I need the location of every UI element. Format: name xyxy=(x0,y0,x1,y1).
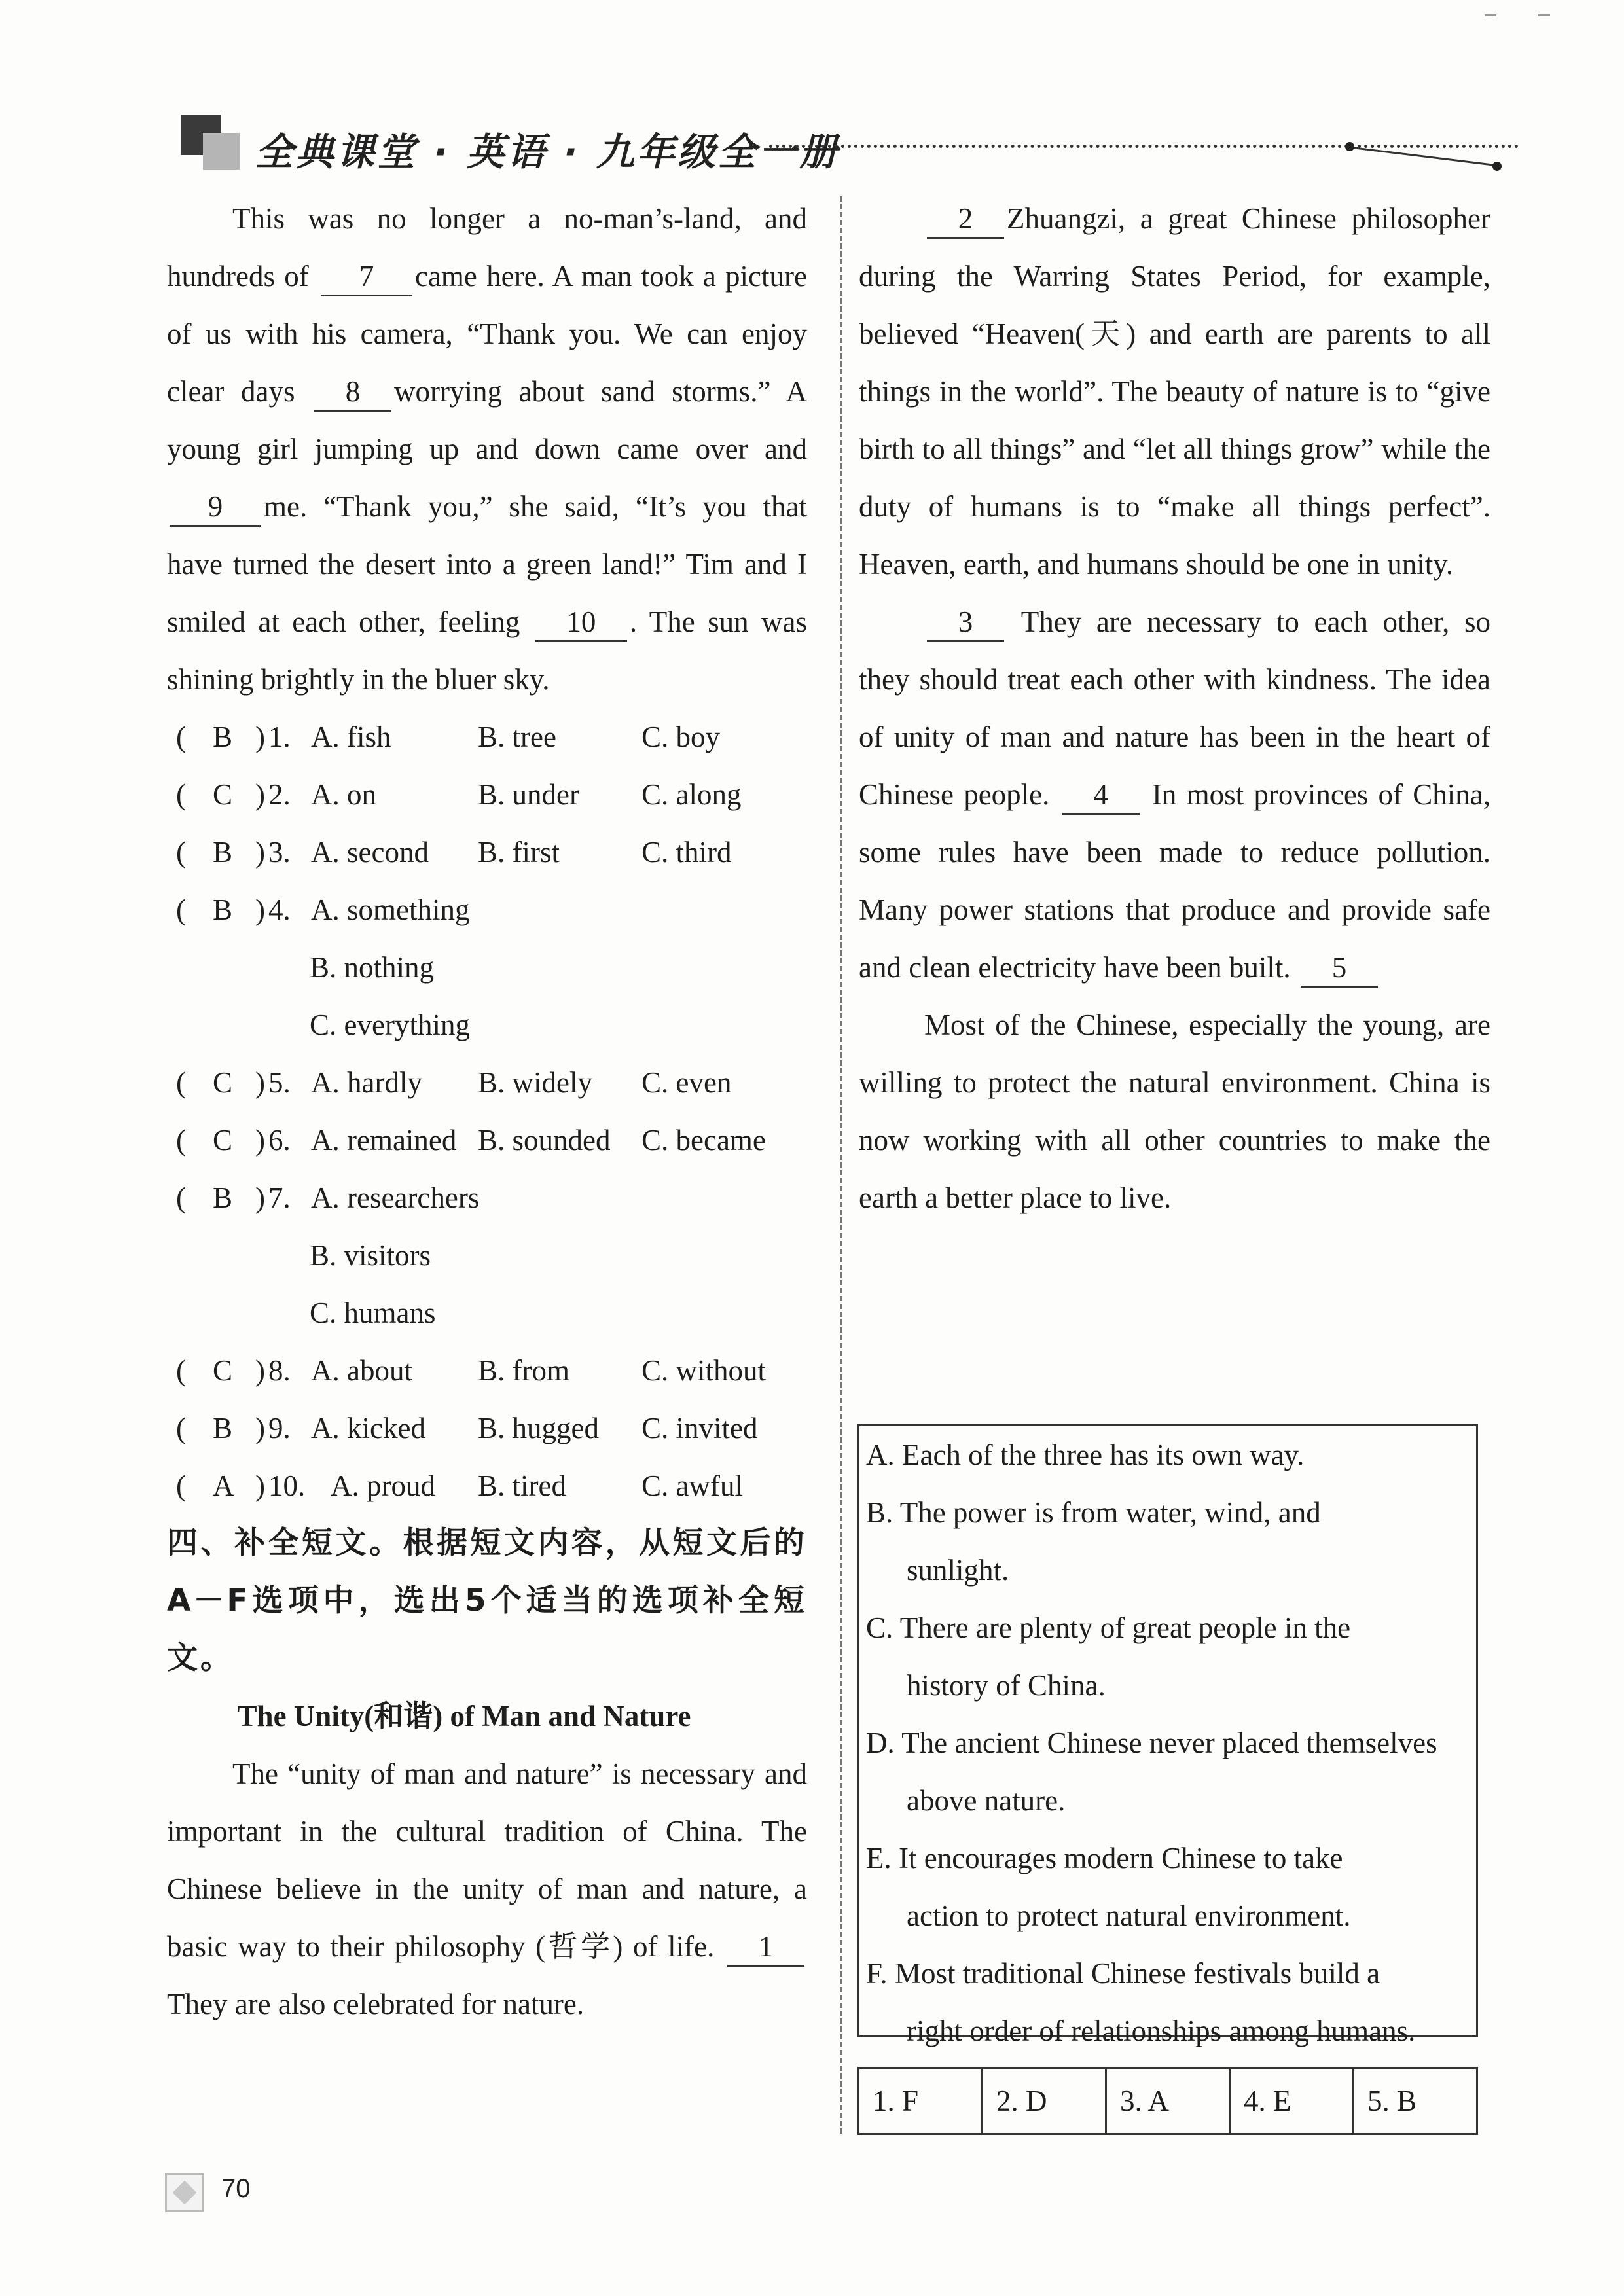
answer: B xyxy=(213,721,233,753)
question-number: 1. xyxy=(268,721,291,753)
blank-7: 7 xyxy=(321,258,412,296)
header-thin-rule xyxy=(1352,147,1497,186)
question-5 xyxy=(167,1054,807,1111)
answer-cell: 4. E xyxy=(1231,2069,1354,2133)
answer-cell: 1. F xyxy=(859,2069,983,2133)
story-text: Zhuangzi, a great Chinese philosopher during the Warring States Period, for example, believed “Heaven(天) and earth are parents to all things in the world”. The beauty of nature is to “give birth to all things” and “let all things grow” while the duty of humans is to “make all things perfect”. Heaven, earth, and humans should be one in unity. xyxy=(859,202,1490,581)
option-text-cont: history of China. xyxy=(907,1669,1106,1702)
answer: A xyxy=(213,1469,234,1502)
option-b: B. tired xyxy=(478,1469,566,1502)
option-text-cont: above nature. xyxy=(907,1784,1066,1817)
question-number: 3. xyxy=(268,836,291,869)
answer: C xyxy=(213,1354,233,1387)
paren: ( xyxy=(176,1412,186,1444)
option-a-item xyxy=(866,1426,1470,1484)
story-paragraph-3 xyxy=(859,593,1490,996)
question-3 xyxy=(167,823,807,881)
passage-text: worrying about sand storms.” A young girl jumping up and down came over and xyxy=(167,375,808,465)
option-a: A. on xyxy=(311,778,376,811)
option-a: A. hardly xyxy=(311,1066,422,1099)
answer: B xyxy=(213,1412,233,1444)
question-number: 8. xyxy=(268,1354,291,1387)
option-a: A. proud xyxy=(331,1469,435,1502)
blank-9: 9 xyxy=(170,488,261,527)
answer: C xyxy=(213,1124,233,1157)
blank-1: 1 xyxy=(727,1928,804,1967)
story-paragraph-2 xyxy=(859,190,1490,593)
option-text: The power is from water, wind, and xyxy=(899,1496,1321,1529)
story-paragraph-4: Most of the Chinese, especially the young, are willing to protect the natural environment. China is now working with all other countries to make the earth a better place to live. xyxy=(859,1009,1490,1214)
blank-3: 3 xyxy=(927,603,1004,642)
question-4-option-b-row xyxy=(167,939,807,996)
header-logo-grey-square xyxy=(203,133,240,170)
option-b: B. tree xyxy=(478,721,556,753)
option-b: B. visitors xyxy=(310,1239,431,1272)
question-number: 4. xyxy=(268,893,291,926)
column-divider xyxy=(840,196,842,2134)
answer-cell: 3. A xyxy=(1107,2069,1231,2133)
option-text: There are plenty of great people in the xyxy=(899,1611,1351,1644)
paren: ) xyxy=(255,1066,265,1099)
question-6 xyxy=(167,1111,807,1169)
answer: B xyxy=(213,836,233,869)
option-text-cont: action to protect natural environment. xyxy=(907,1899,1351,1932)
question-2 xyxy=(167,766,807,823)
options-box xyxy=(857,1424,1478,2047)
option-a: A. researchers xyxy=(311,1181,480,1214)
option-c: C. everything xyxy=(310,1009,470,1041)
option-text: The ancient Chinese never placed themselves xyxy=(901,1727,1437,1759)
paren: ) xyxy=(255,1124,265,1157)
option-text: Most traditional Chinese festivals build a xyxy=(894,1957,1380,1990)
passage-text: me. “Thank you,” she said, “It’s you that have turned the desert into a green land!” Tim and I smiled at each other, feeling xyxy=(167,490,807,638)
left-column xyxy=(167,190,807,2033)
paren: ( xyxy=(176,778,186,811)
paren: ) xyxy=(255,893,265,926)
page-number: 70 xyxy=(221,2174,251,2203)
question-4-option-c-row xyxy=(167,996,807,1054)
blank-10: 10 xyxy=(535,603,627,642)
option-c: C. became xyxy=(641,1124,766,1157)
question-number: 9. xyxy=(268,1412,291,1444)
paren: ) xyxy=(255,721,265,753)
option-label: A. xyxy=(866,1439,895,1471)
question-number: 10. xyxy=(268,1469,306,1502)
paren: ( xyxy=(176,893,186,926)
paren: ( xyxy=(176,1066,186,1099)
question-1 xyxy=(167,708,807,766)
option-b: B. under xyxy=(478,778,579,811)
option-label: B. xyxy=(866,1496,893,1529)
option-b: B. hugged xyxy=(478,1412,599,1444)
scan-mark xyxy=(1485,14,1496,16)
paren: ) xyxy=(255,1412,265,1444)
blank-4: 4 xyxy=(1062,776,1140,815)
question-number: 6. xyxy=(268,1124,291,1157)
option-b: B. sounded xyxy=(478,1124,611,1157)
page-diamond-icon xyxy=(165,2173,204,2212)
header-dot xyxy=(1492,162,1502,171)
option-text-cont: sunlight. xyxy=(907,1554,1009,1587)
option-a: A. second xyxy=(311,836,429,869)
header-dot xyxy=(1345,142,1354,151)
option-b: B. widely xyxy=(478,1066,592,1099)
header-title: 全典课堂 · 英语 · 九年级全一册 xyxy=(255,130,840,174)
story-paragraph xyxy=(167,1745,807,2033)
option-text: It encourages modern Chinese to take xyxy=(899,1842,1343,1874)
blank-8: 8 xyxy=(314,373,391,412)
option-a: A. something xyxy=(311,893,470,926)
question-10 xyxy=(167,1457,807,1515)
option-a: A. kicked xyxy=(311,1412,425,1444)
question-7 xyxy=(167,1169,807,1227)
scan-mark xyxy=(1538,14,1550,16)
answer-cell: 2. D xyxy=(983,2069,1107,2133)
answer: B xyxy=(213,1181,233,1214)
option-b: B. first xyxy=(478,836,560,869)
question-number: 2. xyxy=(268,778,291,811)
paren: ( xyxy=(176,1469,186,1502)
story-title: The Unity(和谐) of Man and Nature xyxy=(237,1700,691,1732)
option-c: C. boy xyxy=(641,721,721,753)
option-label: D. xyxy=(866,1727,895,1759)
paren: ) xyxy=(255,778,265,811)
option-a: A. remained xyxy=(311,1124,457,1157)
question-8 xyxy=(167,1342,807,1399)
option-c: C. invited xyxy=(641,1412,758,1444)
answer-grid xyxy=(857,2067,1478,2135)
option-d-item xyxy=(866,1714,1470,1829)
paren: ) xyxy=(255,836,265,869)
answer: C xyxy=(213,1066,233,1099)
question-9 xyxy=(167,1399,807,1457)
question-number: 7. xyxy=(268,1181,291,1214)
option-b: B. nothing xyxy=(310,951,435,984)
question-7-option-c-row xyxy=(167,1284,807,1342)
answer: C xyxy=(213,778,233,811)
option-text: Each of the three has its own way. xyxy=(902,1439,1305,1471)
page-header xyxy=(177,115,1512,173)
story-text: They are also celebrated for nature. xyxy=(167,1988,585,2020)
option-label: E. xyxy=(866,1842,892,1874)
option-c-item xyxy=(866,1599,1470,1714)
paren: ) xyxy=(255,1181,265,1214)
option-c: C. along xyxy=(641,778,742,811)
paren: ( xyxy=(176,1354,186,1387)
option-e-item xyxy=(866,1829,1470,1945)
answer: B xyxy=(213,893,233,926)
option-c: C. awful xyxy=(641,1469,743,1502)
right-column xyxy=(859,190,1490,1227)
option-a: A. fish xyxy=(311,721,391,753)
option-b: B. from xyxy=(478,1354,569,1387)
section-heading: 四、补全短文。根据短文内容，从短文后的A－F选项中，选出5个适当的选项补全短文。 xyxy=(167,1525,807,1676)
option-c: C. humans xyxy=(310,1297,436,1329)
option-c: C. third xyxy=(641,836,732,869)
question-7-option-b-row xyxy=(167,1227,807,1284)
story-text: They are necessary to each other, so they should treat each other with kindness. The idea of unity of man and nature has been in the heart of Chinese people. xyxy=(859,605,1491,811)
question-4 xyxy=(167,881,807,939)
question-list xyxy=(167,708,807,1515)
option-a: A. about xyxy=(311,1354,412,1387)
option-text-cont: right order of relationships among humans. xyxy=(907,2015,1416,2047)
passage-text: This was no longer a no-man’s-land, and hundreds of xyxy=(167,202,807,293)
paren: ( xyxy=(176,1124,186,1157)
option-c: C. even xyxy=(641,1066,732,1099)
paren: ) xyxy=(255,1354,265,1387)
passage-text: came here. A man took a picture of us with his camera, “Thank you. We can enjoy clear days xyxy=(167,260,807,408)
question-number: 5. xyxy=(268,1066,291,1099)
paren: ) xyxy=(255,1469,265,1502)
story-text: In most provinces of China, some rules have been made to reduce pollution. Many power stations that produce and provide safe and clean electricity have been built. xyxy=(859,778,1490,984)
option-label: C. xyxy=(866,1611,893,1644)
paren: ( xyxy=(176,836,186,869)
blank-2: 2 xyxy=(927,200,1004,239)
blank-5: 5 xyxy=(1301,949,1378,988)
story-text: The “unity of man and nature” is necessary and important in the cultural tradition of China. The Chinese believe in the unity of man and nature, a basic way to their philosophy (哲学) of life. xyxy=(167,1757,807,1963)
passage-text: . The sun was shining brightly in the bluer sky. xyxy=(167,605,807,696)
option-c: C. without xyxy=(641,1354,767,1387)
passage-paragraph xyxy=(167,190,807,708)
paren: ( xyxy=(176,1181,186,1214)
header-dotted-rule xyxy=(769,145,1519,148)
option-label: F. xyxy=(866,1957,888,1990)
option-f-item xyxy=(866,1945,1470,2060)
paren: ( xyxy=(176,721,186,753)
answer-cell: 5. B xyxy=(1367,2085,1417,2117)
option-b-item xyxy=(866,1484,1470,1599)
